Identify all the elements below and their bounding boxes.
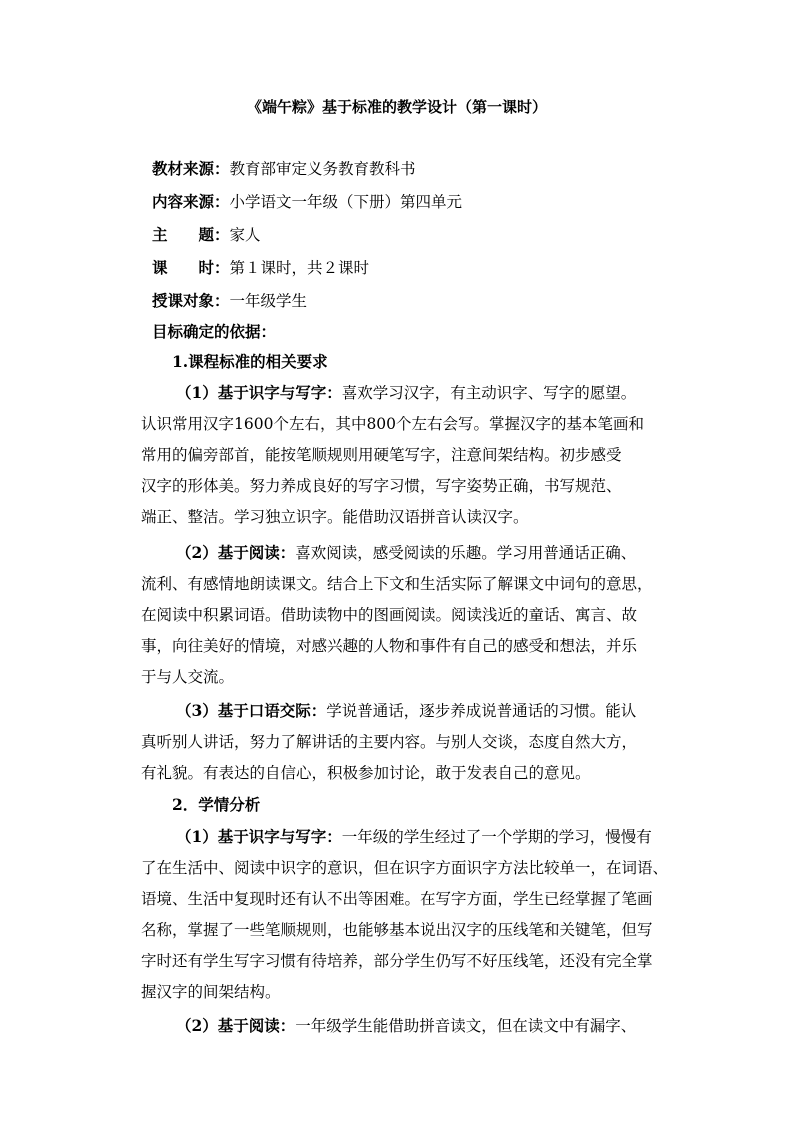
paragraph-line: 语境、生活中复现时还有认不出等困难。在写字方面，学生已经掌握了笔画 [141, 890, 653, 908]
paragraph-lead: （2）基于阅读： [176, 543, 296, 562]
paragraph-line: 常用的偏旁部首，能按笔顺规则用硬笔写字，注意间架结构。初步感受 [141, 446, 622, 464]
paragraph-line: 字时还有学生写字习惯有待培养，部分学生仍写不好压线笔，还没有完全掌 [141, 952, 653, 970]
paragraph-line: 认识常用汉字1600个左右，其中800个左右会写。掌握汉字的基本笔画和 [141, 415, 645, 433]
paragraph-lead: （2）基于阅读： [176, 1016, 296, 1035]
paragraph-line [176, 382, 636, 404]
meta-label: 题： [198, 225, 230, 244]
paragraph-line: 真听别人讲话，努力了解讲话的主要内容。与别人交谈，态度自然大方， [141, 733, 638, 751]
basis-heading: 目标确定的依据： [152, 322, 277, 341]
meta-label: 内容来源： [152, 192, 230, 211]
paragraph-text: 一年级学生能借助拼音读文，但在读文中有漏字、 [295, 1017, 637, 1035]
paragraph-line: 握汉字的间架结构。 [141, 983, 281, 1001]
meta-value: 一年级学生 [229, 292, 308, 310]
paragraph-line [176, 542, 636, 564]
document-title: 《端午粽》基于标准的教学设计（第一课时） [246, 98, 547, 116]
meta-value: 小学语文一年级（下册）第四单元 [229, 193, 463, 211]
meta-label: 时： [198, 258, 230, 277]
paragraph-line: 了在生活中、阅读中识字的意识，但在识字方面识字方法比较单一，在词语、 [141, 859, 669, 877]
paragraph-line [176, 700, 636, 722]
paragraph-text: 学说普通话，逐步养成说普通话的习惯。能认 [326, 702, 637, 720]
paragraph-line: 端正、整洁。学习独立识字。能借助汉语拼音认读汉字。 [141, 508, 529, 526]
paragraph-line [176, 1015, 636, 1037]
paragraph-line: 流利、有感情地朗读课文。结合上下文和生活实际了解课文中词句的意思， [141, 575, 653, 593]
meta-label: 主 [152, 225, 168, 244]
meta-lesson-hours [152, 257, 369, 279]
meta-label: 授课对象： [152, 291, 230, 310]
paragraph-lead: （3）基于口语交际： [176, 701, 327, 720]
meta-theme [152, 224, 261, 246]
paragraph-line [176, 826, 652, 848]
meta-textbook-source [152, 158, 416, 180]
meta-audience [152, 290, 307, 312]
paragraph-text: 喜欢阅读，感受阅读的乐趣。学习用普通话正确、 [295, 544, 637, 562]
paragraph-lead: （1）基于识字与写字： [176, 383, 342, 402]
meta-label: 教材来源： [152, 159, 230, 178]
paragraph-lead: （1）基于识字与写字： [176, 827, 342, 846]
section2-heading: 2．学情分析 [172, 795, 261, 814]
meta-value: 家人 [229, 226, 261, 244]
paragraph-line: 汉字的形体美。努力养成良好的写字习惯，写字姿势正确，书写规范、 [141, 477, 622, 495]
meta-value: 第１课时，共２课时 [229, 259, 370, 277]
paragraph-text: 喜欢学习汉字，有主动识字、写字的愿望。 [341, 384, 637, 402]
meta-value: 教育部审定义务教育教科书 [229, 160, 416, 178]
paragraph-line: 于与人交流。 [141, 668, 235, 686]
section1-heading: 1.课程标准的相关要求 [172, 352, 328, 371]
paragraph-text: 一年级的学生经过了一个学期的学习，慢慢有 [341, 828, 652, 846]
paragraph-line: 在阅读中积累词语。借助读物中的图画阅读。阅读浅近的童话、寓言、故 [141, 606, 638, 624]
meta-label: 课 [152, 258, 168, 277]
paragraph-line: 事，向往美好的情境，对感兴趣的人物和事件有自己的感受和想法，并乐 [141, 637, 638, 655]
meta-content-source [152, 191, 462, 213]
paragraph-line: 名称，掌握了一些笔顺规则，也能够基本说出汉字的压线笔和关键笔，但写 [141, 921, 653, 939]
paragraph-line: 有礼貌。有表达的自信心，积极参加讨论，敢于发表自己的意见。 [141, 764, 591, 782]
